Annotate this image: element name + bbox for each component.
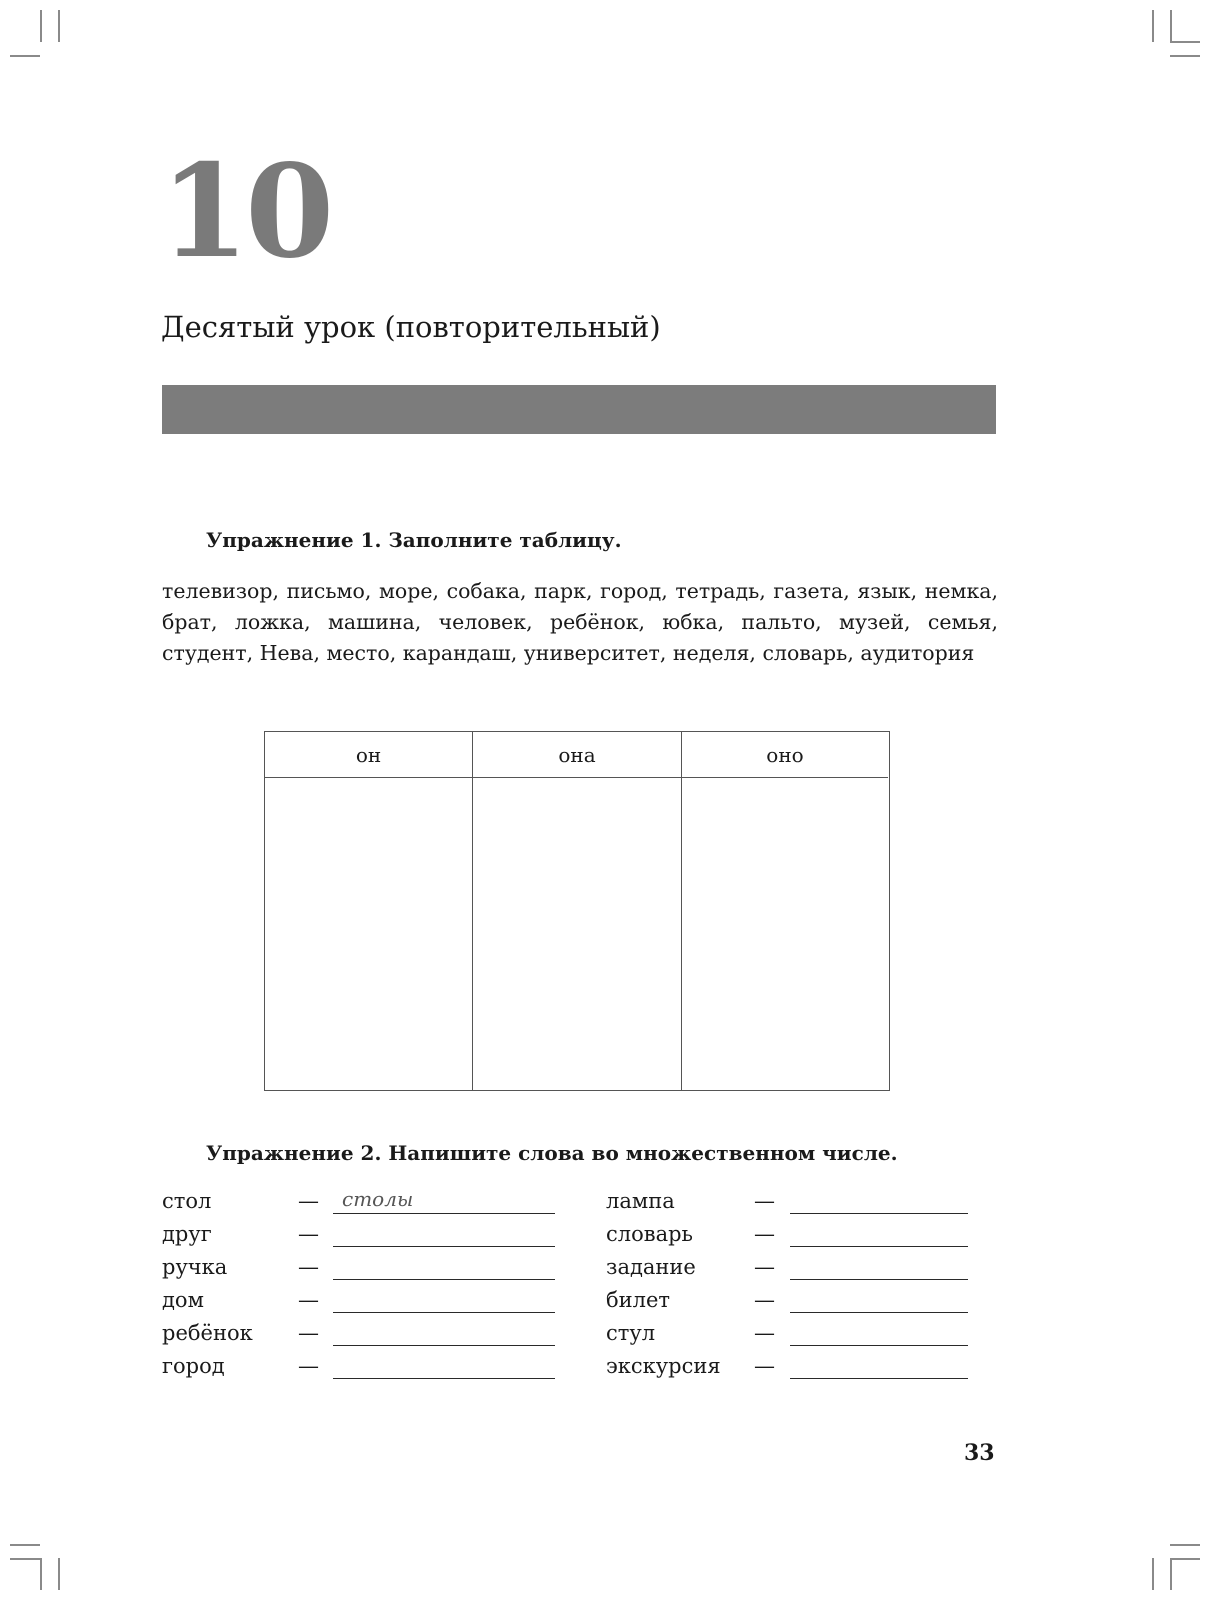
table-column-neuter <box>682 732 888 1090</box>
crop-mark-top-left-v1 <box>40 10 42 42</box>
crop-mark-top-right-h1 <box>1170 41 1200 43</box>
answer-line[interactable] <box>790 1246 968 1247</box>
dash: — <box>298 1189 319 1213</box>
dash: — <box>754 1288 775 1312</box>
crop-mark-top-right-h2 <box>1170 55 1200 57</box>
singular-word: задание <box>606 1255 696 1279</box>
dash: — <box>754 1321 775 1345</box>
exercise-1-heading: Упражнение 1. Заполните таблицу. <box>206 528 622 552</box>
table-column-masculine <box>265 732 473 1090</box>
crop-mark-top-right-v1 <box>1152 10 1154 42</box>
dash: — <box>298 1288 319 1312</box>
chapter-number: 10 <box>160 137 331 287</box>
singular-word: словарь <box>606 1222 693 1246</box>
answer-line[interactable] <box>790 1279 968 1280</box>
dash: — <box>298 1222 319 1246</box>
answer-line[interactable] <box>333 1246 555 1247</box>
table-header-feminine: она <box>473 732 681 778</box>
chapter-title: Десятый урок (повторительный) <box>161 310 661 344</box>
answer-line[interactable] <box>333 1345 555 1346</box>
singular-word: лампа <box>606 1189 675 1213</box>
table-column-feminine <box>473 732 682 1090</box>
answer-line[interactable] <box>790 1213 968 1214</box>
singular-word: город <box>162 1354 225 1378</box>
page-number: 33 <box>964 1440 995 1466</box>
crop-mark-bottom-right-v1 <box>1152 1558 1154 1590</box>
singular-word: друг <box>162 1222 212 1246</box>
crop-mark-bottom-right-v2 <box>1170 1558 1172 1590</box>
answer-line[interactable] <box>333 1213 555 1214</box>
crop-mark-top-right-v2 <box>1170 10 1172 42</box>
dash: — <box>754 1255 775 1279</box>
crop-mark-bottom-left-h2 <box>10 1558 40 1560</box>
singular-word: ребёнок <box>162 1321 253 1345</box>
dash: — <box>298 1321 319 1345</box>
crop-mark-top-left-v2 <box>58 10 60 42</box>
dash: — <box>754 1354 775 1378</box>
answer-line[interactable] <box>790 1345 968 1346</box>
answer-line[interactable] <box>333 1279 555 1280</box>
dash: — <box>754 1189 775 1213</box>
chapter-header-band <box>162 385 996 434</box>
singular-word: экскурсия <box>606 1354 721 1378</box>
crop-mark-bottom-right-h1 <box>1170 1544 1200 1546</box>
table-header-masculine: он <box>265 732 472 778</box>
gender-table <box>264 731 890 1091</box>
singular-word: стул <box>606 1321 656 1345</box>
singular-word: дом <box>162 1288 204 1312</box>
table-header-neuter: оно <box>682 732 888 778</box>
dash: — <box>754 1222 775 1246</box>
singular-word: стол <box>162 1189 212 1213</box>
singular-word: ручка <box>162 1255 228 1279</box>
answer-line[interactable] <box>333 1378 555 1379</box>
crop-mark-bottom-right-h2 <box>1170 1558 1200 1560</box>
crop-mark-top-left-h <box>10 55 40 57</box>
singular-word: билет <box>606 1288 671 1312</box>
answer-line[interactable] <box>333 1312 555 1313</box>
example-answer: столы <box>342 1187 414 1211</box>
exercise-2-heading: Упражнение 2. Напишите слова во множественном числе. <box>206 1141 898 1165</box>
answer-line[interactable] <box>790 1312 968 1313</box>
dash: — <box>298 1354 319 1378</box>
dash: — <box>298 1255 319 1279</box>
exercise-1-word-list: телевизор, письмо, море, собака, парк, город, тетрадь, газета, язык, немка, брат, ложка, машина, человек, ребёнок, юбка, пальто, музей, семья, студент, Нева, место, карандаш, университет, неделя, словарь, аудитория <box>162 579 998 665</box>
crop-mark-bottom-left-h1 <box>10 1544 40 1546</box>
crop-mark-bottom-left-v2 <box>58 1558 60 1590</box>
crop-mark-bottom-left-v1 <box>40 1558 42 1590</box>
answer-line[interactable] <box>790 1378 968 1379</box>
